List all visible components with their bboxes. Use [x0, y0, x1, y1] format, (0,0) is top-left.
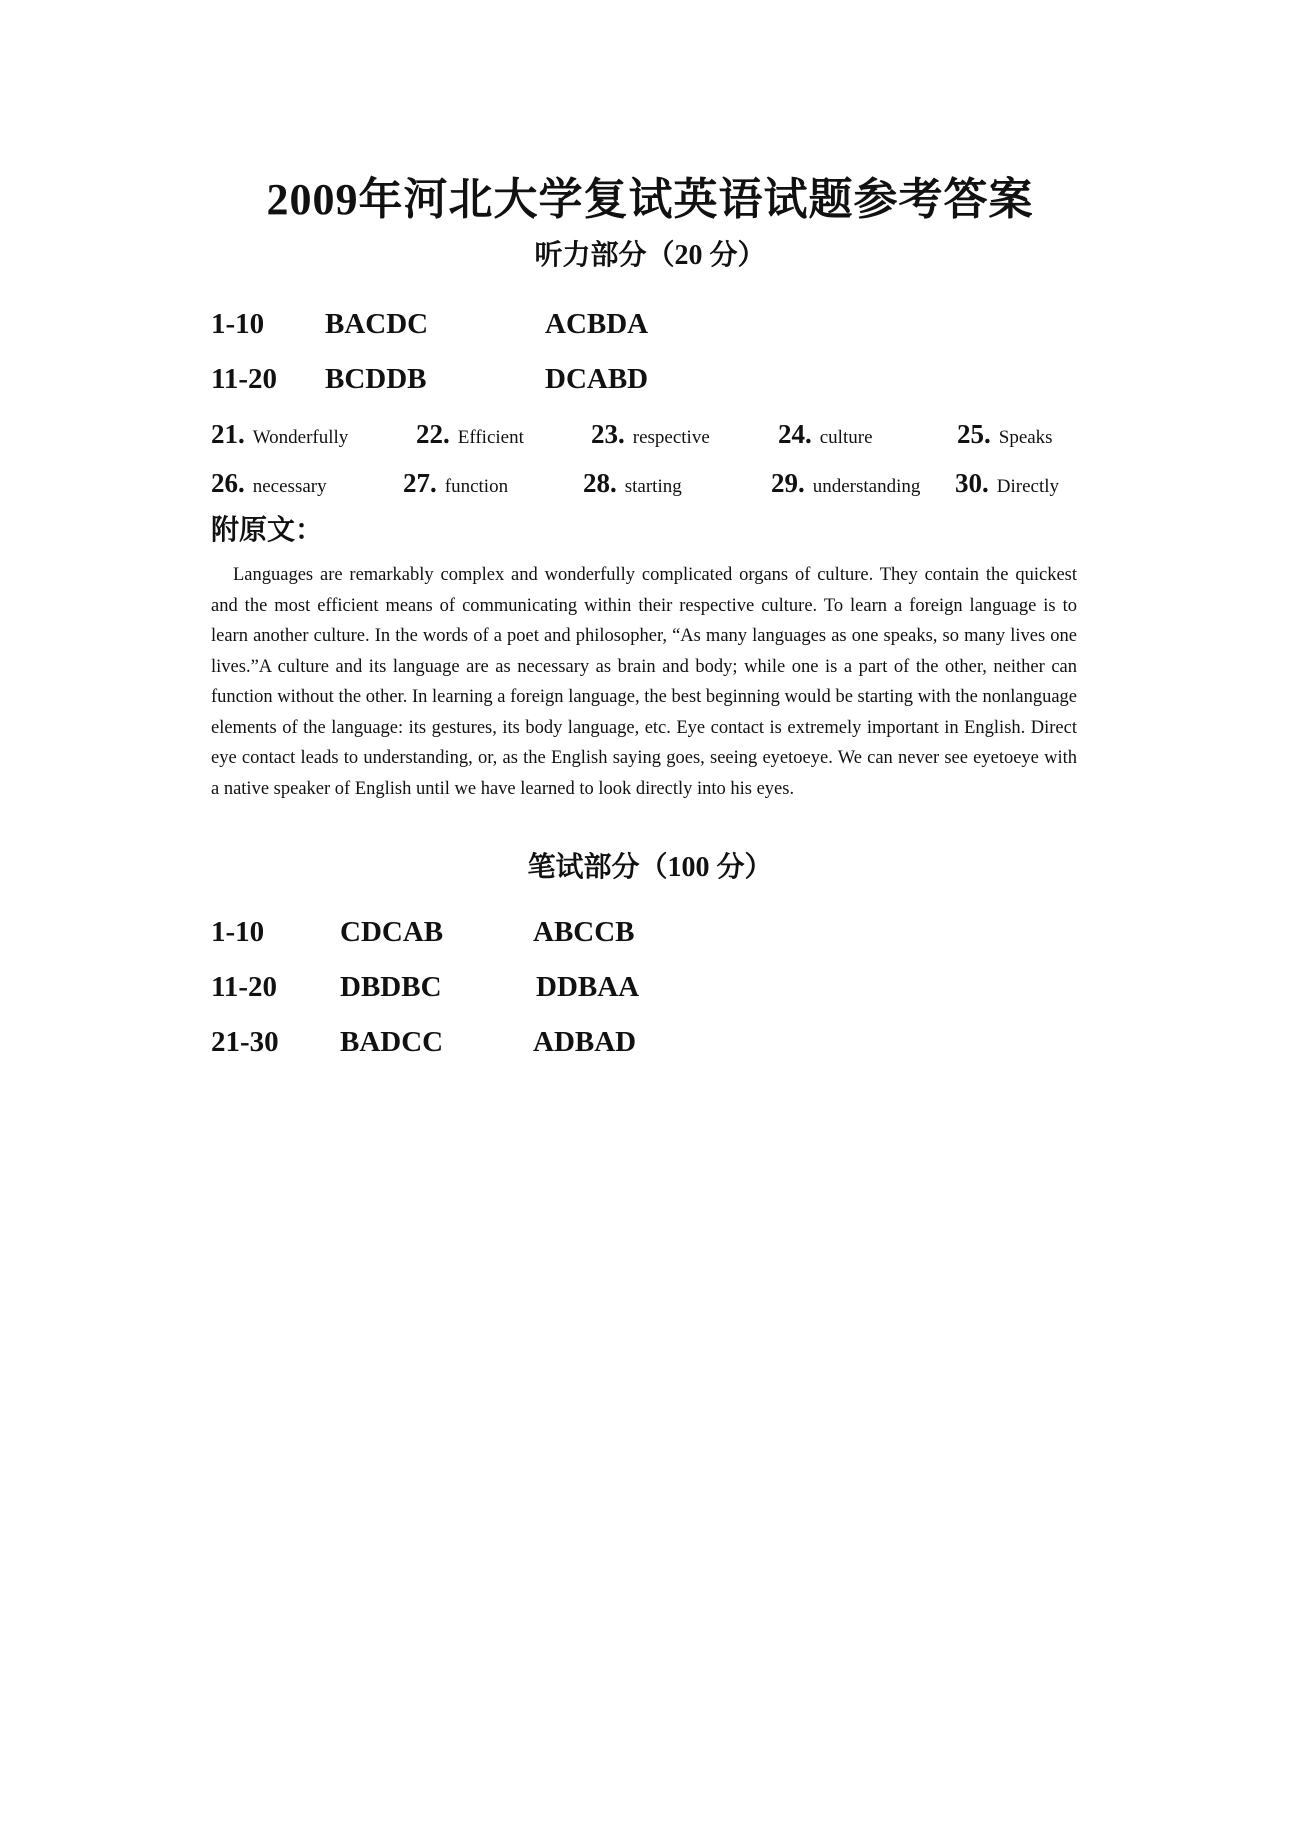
- blank-answer: [583, 463, 682, 508]
- appendix-label: 附原文：: [211, 515, 324, 546]
- answer-group-b: DCABD: [545, 363, 649, 395]
- answer-range: 1-10: [211, 308, 265, 340]
- blank-answer: [591, 414, 710, 459]
- answer-range: 21-30: [211, 1026, 279, 1058]
- blank-word: Speaks: [998, 427, 1053, 448]
- blank-number: 21.: [211, 419, 245, 449]
- written-heading-points: 100: [667, 852, 710, 883]
- blank-number: 28.: [583, 468, 617, 498]
- blank-word: function: [444, 476, 509, 497]
- written-heading-prefix: 笔试部分（: [527, 852, 668, 883]
- blank-word: Efficient: [457, 427, 524, 448]
- answer-range: 11-20: [211, 971, 278, 1003]
- blank-number: 27.: [403, 468, 437, 498]
- blank-word: understanding: [812, 476, 921, 497]
- blank-answer: [771, 463, 920, 508]
- answer-group-a: DBDBC: [340, 971, 442, 1003]
- written-section-heading: [0, 850, 1300, 886]
- written-heading-suffix: 分）: [709, 852, 773, 883]
- blank-answer: [778, 414, 873, 459]
- page-title: 2009年河北大学复试英语试题参考答案: [266, 175, 1034, 224]
- blank-word: Wonderfully: [252, 427, 349, 448]
- answer-group-b: ADBAD: [533, 1026, 637, 1058]
- blank-word: Directly: [996, 476, 1060, 497]
- blank-answer: [403, 463, 508, 508]
- answer-range: 1-10: [211, 916, 265, 948]
- blank-number: 26.: [211, 468, 245, 498]
- blank-word: respective: [632, 427, 710, 448]
- blank-answer: [211, 463, 327, 508]
- blank-answer: [955, 463, 1059, 508]
- answer-group-b: DDBAA: [536, 971, 640, 1003]
- answer-group-a: CDCAB: [340, 916, 444, 948]
- answer-range: 11-20: [211, 363, 278, 395]
- answer-group-b: ABCCB: [533, 916, 635, 948]
- answer-group-a: BCDDB: [325, 363, 427, 395]
- listening-heading-points: 20: [674, 240, 703, 271]
- blank-number: 22.: [416, 419, 450, 449]
- answer-group-b: ACBDA: [545, 308, 649, 340]
- blank-number: 30.: [955, 468, 989, 498]
- listening-heading-prefix: 听力部分（: [534, 240, 675, 271]
- answer-group-a: BADCC: [340, 1026, 444, 1058]
- listening-transcript-passage: Languages are remarkably complex and wonderfully complicated organs of culture. They contain the quickest and the most efficient means of communicating within their respective culture. To learn a foreign language is to learn another culture. In the words of a poet and philosopher, “As many languages as one speaks, so many lives one lives.”A culture and its language are as necessary as brain and body; while one is a part of the other, neither can function without the other. In learning a foreign language, the best beginning would be starting with the nonlanguage elements of the language: its gestures, its body language, etc. Eye contact is extremely important in English. Direct eye contact leads to understanding, or, as the English saying goes, seeing eyetoeye. We can never see eyetoeye with a native speaker of English until we have learned to look directly into his eyes.: [211, 565, 1077, 799]
- blank-answer: [211, 414, 348, 459]
- listening-section-heading: [0, 238, 1300, 274]
- blank-number: 29.: [771, 468, 805, 498]
- blank-word: necessary: [252, 476, 327, 497]
- blank-number: 25.: [957, 419, 991, 449]
- blank-number: 23.: [591, 419, 625, 449]
- blank-word: starting: [624, 476, 682, 497]
- blank-number: 24.: [778, 419, 812, 449]
- blank-answer: [416, 414, 524, 459]
- listening-heading-suffix: 分）: [702, 240, 766, 271]
- blank-answers-row: [211, 414, 1091, 454]
- answer-group-a: BACDC: [325, 308, 429, 340]
- blank-word: culture: [819, 427, 873, 448]
- blank-answers-row: [211, 463, 1091, 503]
- blank-answer: [957, 414, 1053, 459]
